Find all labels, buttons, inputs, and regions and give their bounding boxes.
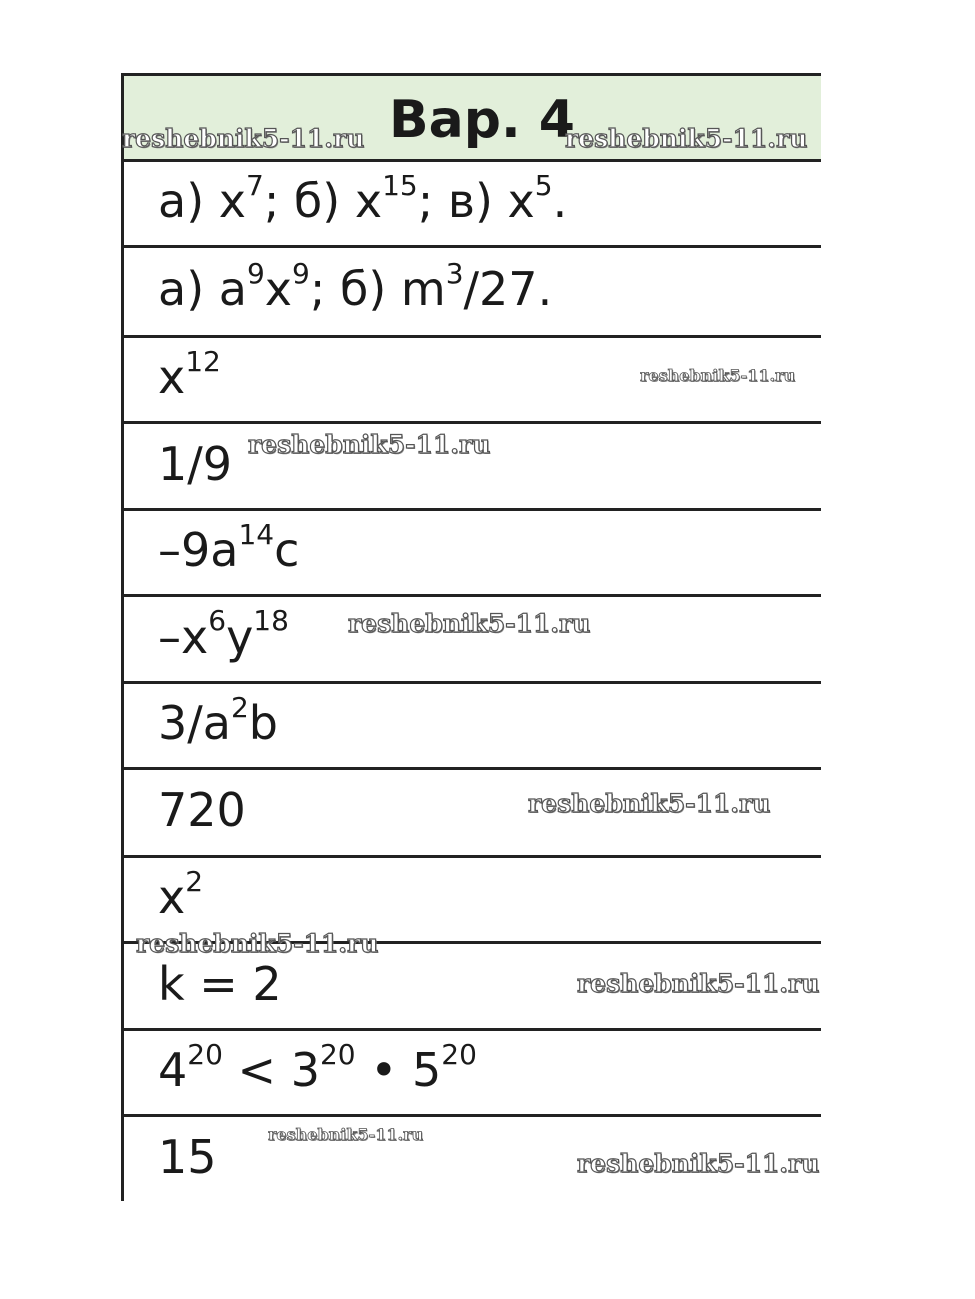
answer-part: y [226, 609, 254, 664]
exponent: 15 [382, 168, 418, 202]
variant-title: Вар. 4 [389, 90, 575, 150]
exponent: 18 [253, 604, 289, 638]
answer-part: < 3 [222, 1043, 320, 1097]
answer-part: ; б) m [309, 262, 446, 316]
answer-text [158, 783, 246, 837]
answer-part: b [248, 696, 278, 750]
answer-part: x [264, 262, 293, 316]
exponent: 14 [238, 517, 275, 551]
exponent: 5 [534, 168, 553, 202]
answer-text [158, 517, 300, 577]
answer-part: ; в) x [417, 174, 535, 228]
answer-part: –x [158, 609, 209, 664]
answer-part: k = 2 [158, 956, 282, 1011]
exponent: 7 [245, 168, 264, 202]
exponent: 12 [185, 344, 221, 378]
watermark: reshebnik5-11.ru [348, 609, 591, 638]
answer-part: c [274, 523, 300, 577]
answer-text [158, 437, 232, 491]
answer-part: /27. [463, 262, 553, 316]
watermark: reshebnik5-11.ru [640, 366, 796, 385]
answer-text [158, 344, 221, 404]
watermark: reshebnik5-11.ru [528, 789, 771, 818]
answer-text [158, 1037, 477, 1097]
exponent: 20 [187, 1037, 223, 1071]
exponent: 3 [445, 256, 464, 290]
answer-row [124, 684, 821, 770]
answer-part: x [158, 870, 186, 924]
answer-row [124, 511, 821, 597]
answer-text [158, 864, 204, 924]
watermark: reshebnik5-11.ru [577, 1149, 820, 1178]
answer-text [158, 168, 568, 228]
exponent: 2 [185, 864, 204, 898]
answer-text [158, 604, 289, 664]
answer-part: –9a [158, 523, 239, 577]
exponent: 9 [292, 256, 310, 290]
answer-part: x [158, 350, 186, 404]
answer-row [124, 248, 821, 338]
answer-part: 4 [158, 1043, 188, 1097]
answer-row [124, 162, 821, 248]
answer-part: 3/a [158, 696, 231, 750]
watermark: reshebnik5-11.ru [577, 969, 820, 998]
answer-part: 15 [158, 1129, 217, 1184]
answer-text [158, 957, 282, 1011]
watermark: reshebnik5-11.ru [122, 124, 365, 153]
answer-text [158, 1130, 217, 1184]
answer-text [158, 690, 278, 750]
watermark: reshebnik5-11.ru [248, 430, 491, 459]
watermark: reshebnik5-11.ru [136, 929, 379, 958]
exponent: 9 [246, 256, 265, 290]
answer-text [158, 256, 553, 316]
exponent: 2 [230, 690, 249, 724]
answer-part: а) a [158, 262, 247, 316]
answer-part: • 5 [355, 1043, 442, 1097]
answer-part: 1/9 [158, 436, 233, 491]
watermark: reshebnik5-11.ru [565, 124, 808, 153]
answer-part: а) x [158, 174, 246, 228]
answer-row [124, 1031, 821, 1117]
exponent: 6 [208, 604, 227, 638]
exponent: 20 [319, 1037, 356, 1071]
answer-part: 720 [158, 783, 246, 837]
answer-part: ; б) x [263, 174, 383, 228]
answer-part: . [552, 174, 568, 228]
watermark: reshebnik5-11.ru [268, 1125, 424, 1144]
exponent: 20 [441, 1037, 477, 1071]
